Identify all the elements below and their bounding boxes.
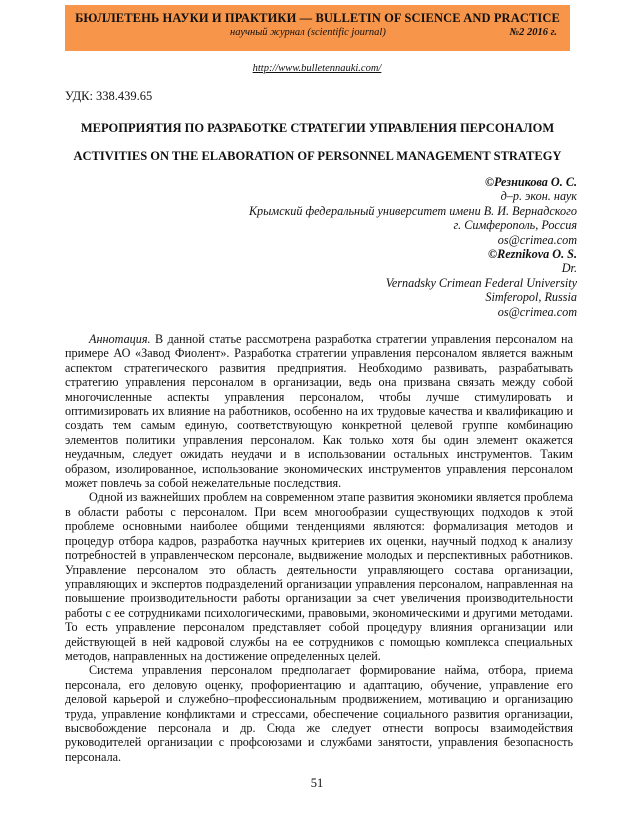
author-block	[249, 175, 577, 319]
author-email-en: os@crimea.com	[497, 304, 577, 319]
journal-title: БЮЛЛЕТЕНЬ НАУКИ И ПРАКТИКИ — BULLETIN OF SCIENCE AND PRACTICE	[75, 11, 560, 25]
journal-type: научный журнал (scientific journal)	[230, 27, 386, 38]
journal-url-line	[0, 63, 634, 74]
udk-code: УДК: 338.439.65	[65, 89, 153, 103]
author-degree-en: Dr.	[561, 261, 577, 276]
annotation-text: В данной статье рассмотрена разработка стратегии управления персоналом на примере АО «Завод Фиолент». Разработка стратегии управления персоналом является важным аспектом стратегического развития предприятия. Необходимо развивать, разрабатывать стратегию управления персоналом в организации, ведь она призвана связать между собой многочисленные аспекты управления персоналом, чтобы лучше стимулировать и оптимизировать их влияние на работников, особенно на их трудовые качества и квалификацию и создать тем самым единую, соответствующую конкретной целевой группе комбинацию элементов политики управления персоналом. Как только хотя бы один элемент окажется неудачным, следует ожидать неудачи и в использовании остальных инструментов. Таким образом, изолированное, использование экономических инструментов управления персоналом может повлечь за собой нежелательные последствия.	[65, 332, 573, 491]
article-title-en: ACTIVITIES ON THE ELABORATION OF PERSONNEL MANAGEMENT STRATEGY	[73, 149, 562, 163]
body-paragraph: Одной из важнейших проблем на современном этапе развития экономики является проблема в области работы с персоналом. При всем многообразии существующих подходов к этой проблеме основными наиболее общими тенденциями являются: формализация методов и процедур отбора кадров, разработка научных критериев их оценки, научный подход к анализу потребностей в управленческом персонале, выдвижение молодых и перспективных работников. Управление персоналом это область деятельности управляющего состава организации, управляющих и экспертов подразделений организации управления персоналом, направленная на повышение производительности работы организации за счет увеличения производительности работы с ее сотрудниками психологическими, правовыми, экономическими и другими методами. То есть управление персоналом представляет собой процедуру влияния организации или действующей в ней кадровой службы на ее сотрудников с помощью комплекса специальных методов, направленных на достижение определенных целей.	[65, 490, 573, 663]
author-university-en: Vernadsky Crimean Federal University	[385, 275, 577, 290]
journal-subline	[65, 27, 570, 43]
author-university-ru: Крымский федеральный университет имени В. И. Вернадского	[248, 203, 577, 218]
annotation-paragraph	[65, 332, 573, 490]
body-paragraph: Система управления персоналом предполагает формирование найма, отбора, приема персонала, его деловую оценку, профориентацию и адаптацию, обучение, управление его деловой карьерой и служебно–профессиональным продвижением, мотивацию и организацию труда, управление конфликтами и стрессами, обеспечение социального развития организации, высвобождение персонала и др. Сюда же следует отнести вопросы взаимодействия руководителей организации с профсоюзами и службами занятости, управления безопасность персонала.	[65, 663, 573, 764]
article-title-ru: МЕРОПРИЯТИЯ ПО РАЗРАБОТКЕ СТРАТЕГИИ УПРАВЛЕНИЯ ПЕРСОНАЛОМ	[80, 121, 555, 135]
author-name-ru: ©Резникова О. С.	[484, 175, 577, 189]
author-email-ru: os@crimea.com	[497, 232, 577, 247]
journal-header-banner	[65, 5, 570, 51]
journal-url-link[interactable]: http://www.bulletennauki.com/	[252, 63, 382, 74]
author-name-en: ©Reznikova O. S.	[487, 247, 577, 262]
author-city-en: Simferopol, Russia	[485, 290, 577, 305]
page-number: 51	[310, 776, 324, 790]
journal-issue: №2 2016 г.	[509, 27, 557, 38]
annotation-label: Аннотация.	[89, 332, 151, 346]
author-city-ru: г. Симферополь, Россия	[453, 218, 577, 233]
author-degree-ru: д–р. экон. наук	[500, 189, 577, 204]
article-body	[65, 332, 573, 764]
